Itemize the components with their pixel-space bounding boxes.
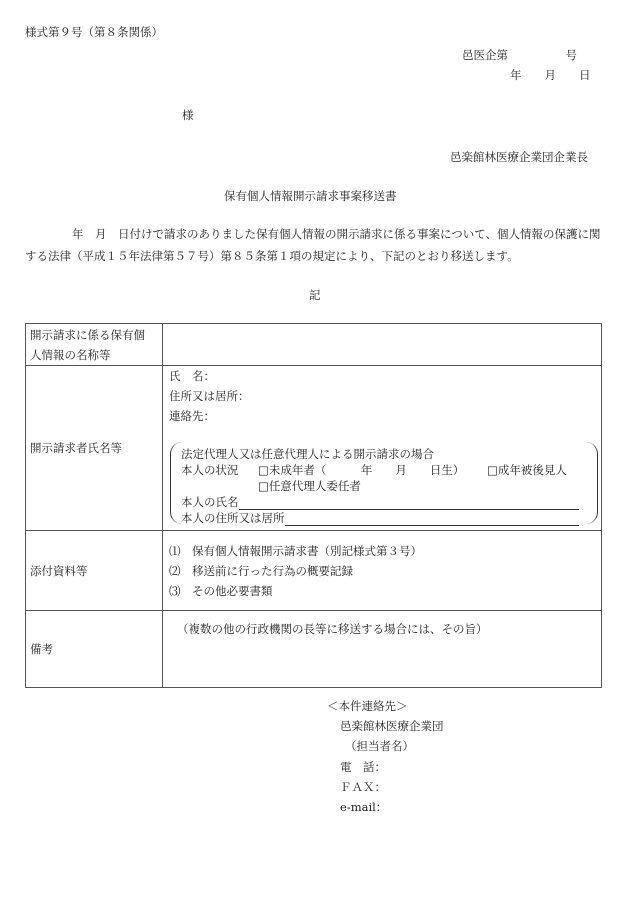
body-paragraph: 年 月 日付けで請求のありました保有個人情報の開示請求に係る事案について、個人情報の保護に関する法律（平成１５年法律第５７号）第８５条第１項の規定により、下記のとおり移送します。 xyxy=(25,227,601,263)
row-label: 添付資料等 xyxy=(26,531,163,611)
row-label: 開示請求者氏名等 xyxy=(26,366,163,531)
requester-contact-label: 連絡先： xyxy=(169,409,215,423)
row-label xyxy=(26,324,163,366)
info-name-cell xyxy=(163,324,602,366)
contact-email: e-mail： xyxy=(340,800,388,814)
table-row xyxy=(26,611,602,688)
contact-person: （担当者名） xyxy=(345,739,414,753)
table-row xyxy=(26,366,602,531)
form-id: 様式第９号（第８条関係） xyxy=(25,25,163,39)
underline xyxy=(239,496,579,510)
principal-name-line xyxy=(181,496,579,510)
requester-address-label: 住所又は居所： xyxy=(169,389,250,403)
proxy-heading: 法定代理人又は任意代理人による開示請求の場合 xyxy=(181,447,434,461)
recipient-honorific: 様 xyxy=(182,108,194,122)
principal-name-label: 本人の氏名 xyxy=(181,495,239,510)
sender-name: 邑楽館林医療企業団企業長 xyxy=(450,150,588,164)
contact-fax: ＦＡＸ： xyxy=(340,780,386,794)
requester-cell xyxy=(163,366,602,531)
adult-guardian-checkbox: □成年被後見人 xyxy=(487,463,567,477)
contact-tel: 電 話： xyxy=(340,760,386,774)
issue-date: 年 月 日 xyxy=(510,68,591,82)
attachment-list xyxy=(163,541,601,601)
status-label: 本人の状況 xyxy=(181,463,239,477)
requester-cell-inner xyxy=(163,366,601,530)
principal-address-line xyxy=(181,512,579,526)
contact-heading: ＜本件連絡先＞ xyxy=(327,699,408,713)
contact-org: 邑楽館林医療企業団 xyxy=(340,719,444,733)
requester-name-label: 氏 名： xyxy=(169,369,215,383)
row-label-line: 人情報の名称等 xyxy=(30,347,111,362)
remarks-cell xyxy=(163,611,602,688)
underline xyxy=(285,512,579,526)
transfer-table xyxy=(25,323,602,688)
list-item: ⑵ 移送前に行った行為の概要記録 xyxy=(169,563,353,578)
attachments-cell xyxy=(163,531,602,611)
remarks-text: （複数の他の行政機関の長等に移送する場合には、その旨） xyxy=(177,622,488,636)
row-label-line: 開示請求に係る保有個 xyxy=(30,327,145,342)
list-item: ⑴ 保有個人情報開示請求書（別記様式第３号） xyxy=(169,543,422,558)
trustee-checkbox: □任意代理人委任者 xyxy=(258,479,361,493)
minor-checkbox: □未成年者（ 年 月 日生） xyxy=(258,463,465,477)
list-item: ⑶ その他必要書類 xyxy=(169,583,273,598)
row-label: 備考 xyxy=(26,611,163,688)
document-number: 邑医企第 号 xyxy=(462,48,577,62)
principal-address-label: 本人の住所又は居所 xyxy=(181,511,285,526)
table-row xyxy=(26,324,602,366)
page-title: 保有個人情報開示請求事案移送書 xyxy=(224,189,397,203)
table-row xyxy=(26,531,602,611)
ki-heading: 記 xyxy=(309,288,321,302)
